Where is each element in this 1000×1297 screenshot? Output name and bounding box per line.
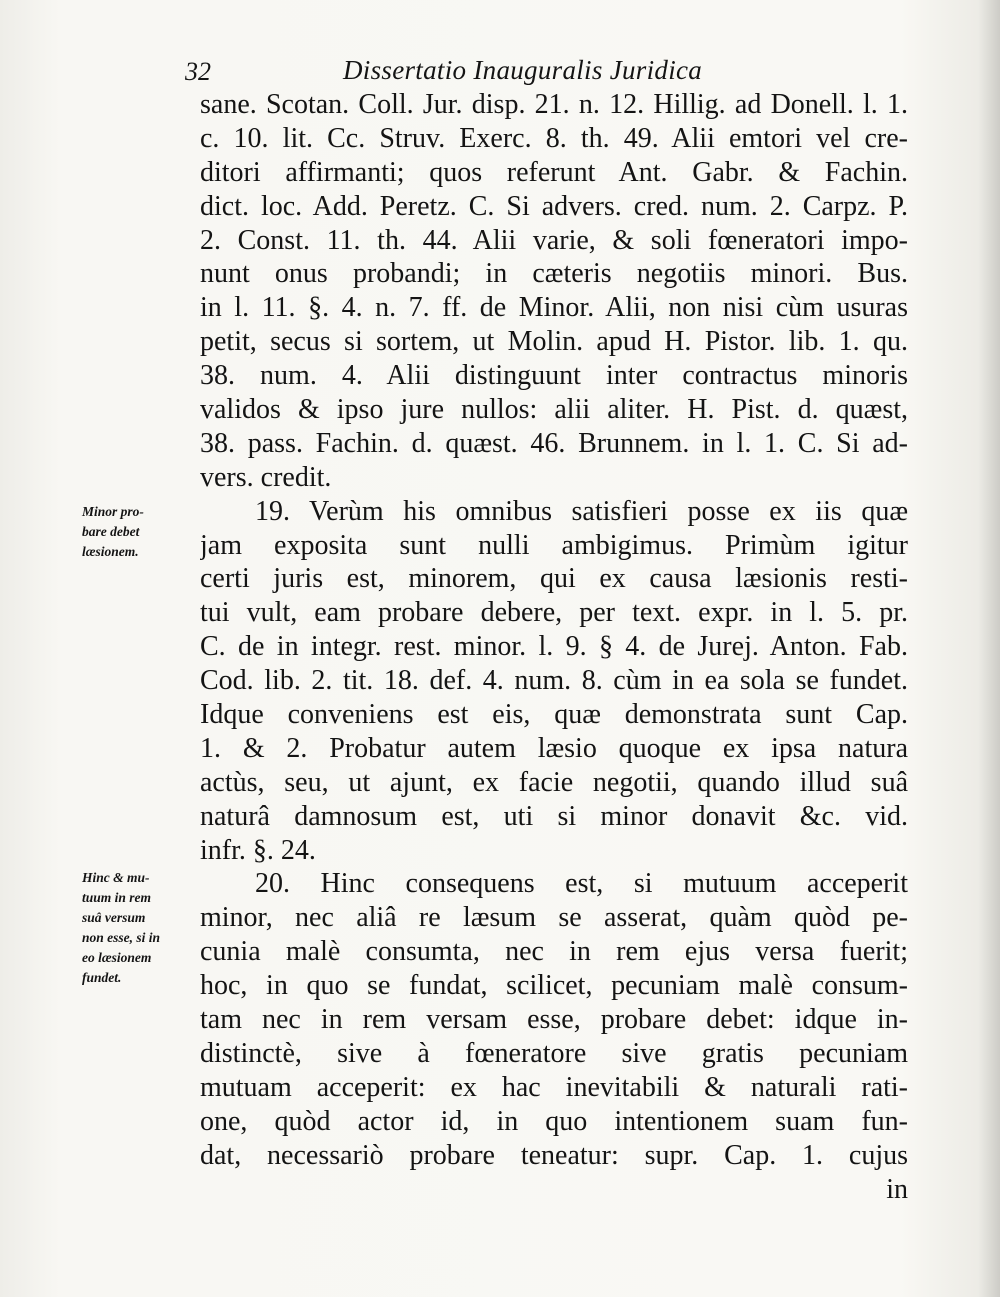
text-line: cunia malè consumta, nec in rem ejus versa fuerit; [200, 936, 908, 968]
margin-note-line: Hinc & mu- [82, 870, 150, 885]
text-line: one, quòd actor id, in quo intentionem suam fun- [200, 1105, 908, 1137]
body-text [200, 88, 908, 1206]
paragraph-20-start: 20. Hinc consequens est, si mutuum acceperit [255, 868, 908, 900]
text-line: sane. Scotan. Coll. Jur. disp. 21. n. 12. Hillig. ad Donell. l. 1. [200, 89, 908, 120]
page-number: 32 [185, 57, 211, 86]
text-line: petit, secus si sortem, ut Molin. apud H. Pistor. lib. 1. qu. [200, 326, 908, 358]
margin-note-hinc-mutuum [82, 868, 197, 988]
text-line: validos & ipso jure nullos: alii aliter. H. Pist. d. quæst, [200, 394, 908, 426]
text-line: distinctè, sive à fœneratore sive gratis pecuniam [200, 1037, 908, 1069]
margin-note-line: fundet. [82, 970, 122, 985]
text-line: naturâ damnosum est, uti si minor donavit &c. vid. [200, 800, 908, 832]
text-line: minor, nec aliâ re læsum se asserat, quàm quòd pe- [200, 902, 908, 934]
text-line: hoc, in quo se fundat, scilicet, pecuniam malè consum- [200, 970, 908, 1002]
margin-note-line: suâ versum [82, 910, 146, 925]
text-line: actùs, seu, ut ajunt, ex facie negotii, quando illud suâ [200, 766, 908, 798]
text-line: dat, necessariò probare teneatur: supr. Cap. 1. cujus [200, 1139, 908, 1171]
margin-note-line: tuum in rem [82, 890, 152, 905]
text-line: vers. credit. [200, 461, 332, 493]
text-line: ditori affirmanti; quos referunt Ant. Gabr. & Fachin. [200, 156, 908, 188]
page-edge-shadow [978, 0, 1000, 1297]
margin-note-line: Minor pro- [82, 504, 144, 519]
margin-note-line: læsionem. [82, 544, 139, 559]
margin-note-line: eo læsionem [82, 950, 152, 965]
text-line: certi juris est, minorem, qui ex causa læsionis resti- [200, 563, 908, 595]
text-line: dict. loc. Add. Peretz. C. Si advers. cred. num. 2. Carpz. P. [200, 190, 908, 222]
text-line: Cod. lib. 2. tit. 18. def. 4. num. 8. cùm in ea sola se fundet. [200, 665, 908, 697]
text-line: jam exposita sunt nulli ambigimus. Primùm igitur [200, 529, 908, 561]
margin-note-minor-probare [82, 502, 197, 562]
text-line: in l. 11. §. 4. n. 7. ff. de Minor. Alii, non nisi cùm usuras [200, 292, 908, 324]
text-line: 38. pass. Fachin. d. quæst. 46. Brunnem. in l. 1. C. Si ad- [200, 427, 908, 459]
text-line: mutuam acceperit: ex hac inevitabili & naturali rati- [200, 1071, 908, 1103]
margin-note-line: bare debet [82, 524, 140, 539]
text-line: C. de in integr. rest. minor. l. 9. § 4. de Jurej. Anton. Fab. [200, 631, 908, 663]
text-line: infr. §. 24. [200, 834, 316, 866]
text-line: 38. num. 4. Alii distinguunt inter contractus minoris [200, 360, 908, 392]
margin-note-line: non esse, si in [82, 930, 161, 945]
paragraph-19-start: 19. Verùm his omnibus satisfieri posse ex iis quæ [255, 495, 908, 527]
catchword: in [886, 1173, 908, 1205]
text-line: tui vult, eam probare debere, per text. expr. in l. 5. pr. [200, 597, 908, 629]
text-line: Idque conveniens est eis, quæ demonstrata sunt Cap. [200, 699, 908, 731]
running-head: Dissertatio Inauguralis Juridica [343, 55, 703, 85]
page-header [185, 55, 745, 91]
text-line: c. 10. lit. Cc. Struv. Exerc. 8. th. 49. Alii emtori vel cre- [200, 122, 908, 154]
text-line: 2. Const. 11. th. 44. Alii varie, & soli fœneratori impo- [200, 224, 908, 256]
text-line: nunt onus probandi; in cæteris negotiis minori. Bus. [200, 258, 908, 290]
text-line: 1. & 2. Probatur autem læsio quoque ex ipsa natura [200, 732, 908, 764]
text-line: tam nec in rem versam esse, probare debet: idque in- [200, 1004, 908, 1036]
